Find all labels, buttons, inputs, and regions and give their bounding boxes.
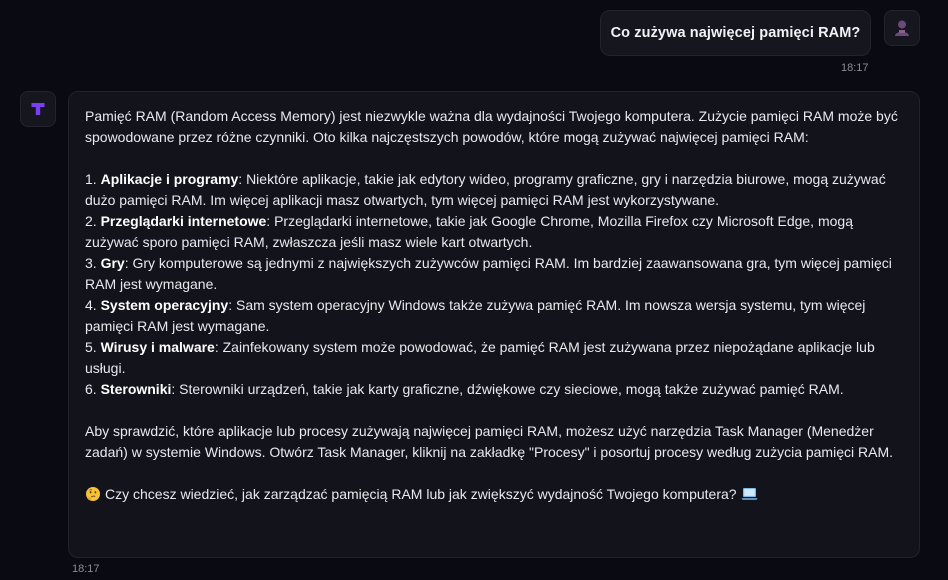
list-item-title: Wirusy i malware bbox=[100, 339, 215, 355]
list-item-title: Przeglądarki internetowe bbox=[100, 213, 267, 229]
thinking-face-icon bbox=[85, 486, 101, 502]
list-item-number: 2. bbox=[85, 213, 101, 229]
list-item-number: 4. bbox=[85, 297, 101, 313]
user-avatar-icon bbox=[892, 18, 912, 38]
list-item-text: : Niektóre aplikacje, takie jak edytory wideo, programy graficzne, gry i narzędzia biurowe, mogą zużywać dużo pamięci RAM. Im więcej aplikacji masz otwartych, tym więcej pamięci RAM jest wykorzystywane. bbox=[85, 171, 886, 208]
list-item bbox=[85, 379, 903, 400]
list-item bbox=[85, 211, 903, 253]
list-item-number: 6. bbox=[85, 381, 101, 397]
laptop-icon bbox=[741, 487, 758, 501]
list-item bbox=[85, 337, 903, 379]
list-item-text: : Sam system operacyjny Windows także zużywa pamięć RAM. Im nowsza wersja systemu, tym więcej pamięci RAM jest wymagane. bbox=[85, 297, 866, 334]
list-item-number: 1. bbox=[85, 171, 101, 187]
list-item-number: 3. bbox=[85, 255, 101, 271]
list-item-title: Gry bbox=[100, 255, 125, 271]
list-item-number: 5. bbox=[85, 339, 101, 355]
user-message-text: Co zużywa najwięcej pamięci RAM? bbox=[610, 25, 861, 41]
assistant-closing-line bbox=[85, 484, 903, 505]
list-item-text: : Przeglądarki internetowe, takie jak Google Chrome, Mozilla Firefox czy Microsoft Edge, mogą zużywać sporo pamięci RAM, zwłaszcza jeśli masz wiele kart otwartych. bbox=[85, 213, 853, 250]
list-item bbox=[85, 169, 903, 211]
assistant-message-time: 18:17 bbox=[72, 563, 100, 575]
list-item-text: : Sterowniki urządzeń, takie jak karty graficzne, dźwiękowe czy sieciowe, mogą także zużywać pamięć RAM. bbox=[171, 381, 844, 397]
assistant-logo-icon bbox=[30, 101, 46, 117]
user-message-bubble bbox=[600, 10, 871, 56]
list-item-text: : Gry komputerowe są jednymi z największych zużywców pamięci RAM. Im bardziej zaawansowana gra, tym więcej pamięci RAM jest wymagane. bbox=[85, 255, 892, 292]
assistant-intro: Pamięć RAM (Random Access Memory) jest niezwykle ważna dla wydajności Twojego komputera. Zużycie pamięci RAM może być spowodowane przez różne czynniki. Oto kilka najczęstszych powodów, które mogą zużywać najwięcej pamięci RAM: bbox=[85, 108, 898, 145]
user-message-time: 18:17 bbox=[841, 62, 869, 74]
list-item-title: Aplikacje i programy bbox=[100, 171, 239, 187]
list-item bbox=[85, 253, 903, 295]
list-item-text: : Zainfekowany system może powodować, że pamięć RAM jest zużywana przez niepożądane aplikacje lub usługi. bbox=[85, 339, 875, 376]
list-item bbox=[85, 295, 903, 337]
assistant-avatar[interactable] bbox=[20, 91, 56, 127]
assistant-closing-text: Czy chcesz wiedzieć, jak zarządzać pamięcią RAM lub jak zwiększyć wydajność Twojego komputera? bbox=[105, 486, 737, 502]
user-avatar[interactable] bbox=[884, 10, 920, 46]
assistant-advice: Aby sprawdzić, które aplikacje lub procesy zużywają najwięcej pamięci RAM, możesz użyć narzędzia Task Manager (Menedżer zadań) w systemie Windows. Otwórz Task Manager, kliknij na zakładkę "Procesy" i posortuj procesy według zużycia pamięci RAM. bbox=[85, 423, 893, 460]
list-item-title: Sterowniki bbox=[100, 381, 172, 397]
list-item-title: System operacyjny bbox=[100, 297, 229, 313]
assistant-message-bubble bbox=[68, 91, 920, 558]
